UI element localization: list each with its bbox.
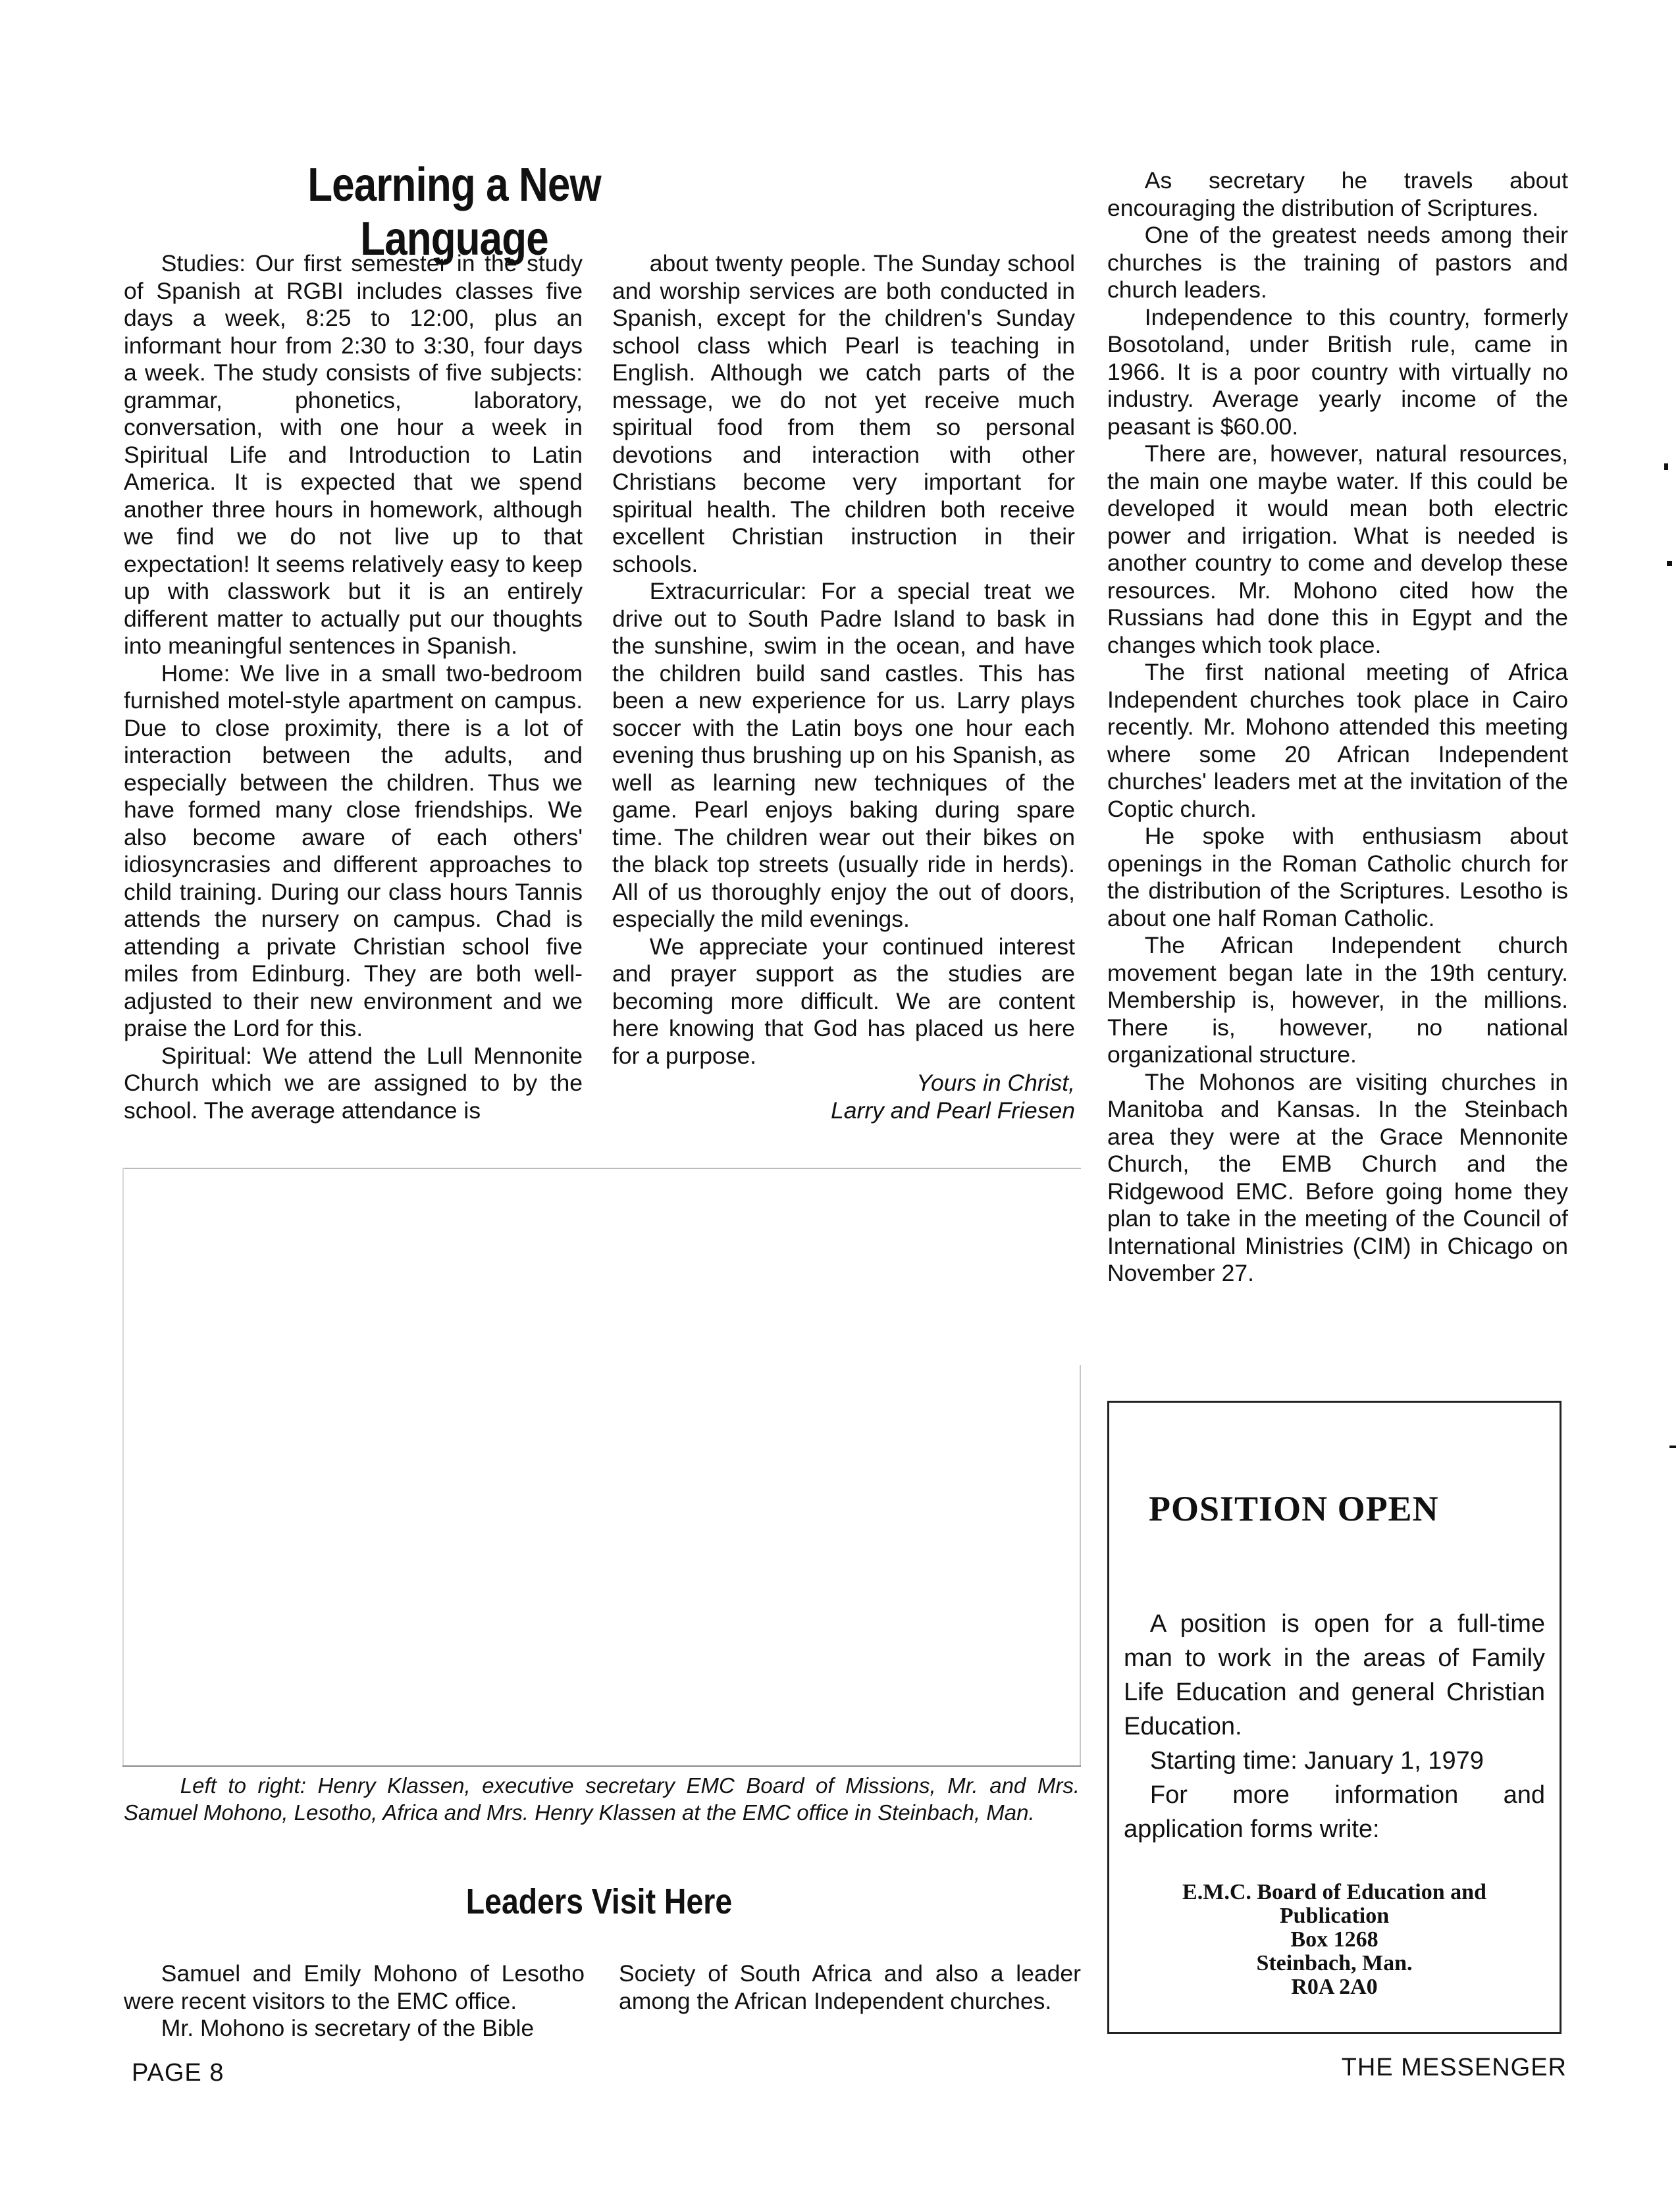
scan-mark bbox=[1669, 1446, 1676, 1448]
signoff-authors: Larry and Pearl Friesen bbox=[831, 1097, 1075, 1124]
page-number: PAGE 8 bbox=[132, 2059, 224, 2087]
address-line: R0A 2A0 bbox=[1291, 1975, 1378, 1999]
photo-placeholder bbox=[122, 1168, 1081, 1767]
position-title: POSITION OPEN bbox=[1149, 1489, 1439, 1528]
leaders-column-1 bbox=[124, 1960, 585, 2043]
leaders-title: Leaders Visit Here bbox=[465, 1882, 733, 1921]
address-line: E.M.C. Board of Education and bbox=[1182, 1880, 1486, 1904]
article-column-1 bbox=[124, 250, 583, 1124]
leaders-paragraph: One of the greatest needs among their churches is the training of pastors and church leaders. bbox=[1107, 222, 1568, 303]
article-column-2 bbox=[612, 250, 1075, 1124]
article-paragraph: We appreciate your continued interest and prayer support as the studies are becoming more difficult. We are content here knowing that God has placed us here for a purpose. bbox=[612, 933, 1075, 1069]
position-paragraph: For more information and application forms write: bbox=[1124, 1781, 1545, 1843]
article-paragraph: Spiritual: We attend the Lull Mennonite Church which we are assigned to by the school. The average attendance is bbox=[124, 1042, 583, 1124]
position-body bbox=[1124, 1607, 1545, 1846]
leaders-paragraph: He spoke with enthusiasm about openings in the Roman Catholic church for the distribution of the Scriptures. Lesotho is about one half Roman Catholic. bbox=[1107, 823, 1568, 931]
address-line: Steinbach, Man. bbox=[1256, 1951, 1413, 1975]
article-paragraph: about twenty people. The Sunday school and worship services are both conducted in Spanish, except for the children's Sunday school class which Pearl is teaching in English. Although we catch parts of the message, we do not yet receive much spiritual food from them so personal devotions and interaction with other Christians become very important for spiritual health. The children both receive excellent Christian instruction in their schools. bbox=[612, 250, 1075, 577]
leaders-column-3 bbox=[1107, 167, 1568, 1288]
leaders-paragraph: The Mohonos are visiting churches in Manitoba and Kansas. In the Steinbach area they were at the Grace Mennonite Church, the EMB Church and the Ridgewood EMC. Before going home they plan to take in the meeting of the Council of International Ministries (CIM) in Chicago on November 27. bbox=[1107, 1068, 1568, 1286]
article-title: Learning a New Language bbox=[307, 159, 601, 265]
article-paragraph: Extracurricular: For a special treat we drive out to South Padre Island to bask in the sunshine, swim in the ocean, and have the children build sand castles. This has been a new experience for us. Larry plays soccer with the Latin boys one hour each evening thus brushing up on his Spanish, as well as learning new techniques of the game. Pearl enjoys baking during spare time. The children wear out their bikes on the black top streets (usually ride in herds). All of us thoroughly enjoy the out of doors, especially the mild evenings. bbox=[612, 578, 1075, 932]
signoff-closing: Yours in Christ, bbox=[916, 1070, 1075, 1096]
photo-border-right bbox=[1080, 1365, 1081, 1767]
photo-border-top bbox=[122, 1168, 1081, 1169]
leaders-paragraph: Mr. Mohono is secretary of the Bible bbox=[161, 2015, 535, 2041]
position-paragraph: Starting time: January 1, 1979 bbox=[1149, 1747, 1484, 1775]
leaders-paragraph: Independence to this country, formerly Bosotoland, under British rule, came in 1966. It is a poor country with virtually no industry. Average yearly income of the peasant is $60.00. bbox=[1107, 303, 1568, 440]
leaders-paragraph: As secretary he travels about encouraging the distribution of Scriptures. bbox=[1107, 167, 1568, 221]
leaders-paragraph: Samuel and Emily Mohono of Lesotho were recent visitors to the EMC office. bbox=[124, 1960, 585, 2014]
scan-mark bbox=[1664, 463, 1668, 470]
magazine-name: THE MESSENGER bbox=[1341, 2054, 1567, 2081]
leaders-column-2 bbox=[619, 1960, 1081, 2015]
article-signoff bbox=[612, 1070, 1075, 1124]
article-paragraph: Home: We live in a small two-bedroom furnished motel-style apartment on campus. Due to close proximity, there is a lot of interaction between the adults, and especially between the children. Thus we have formed many close friendships. We also become aware of each others' idiosyncrasies and different approaches to child training. During our class hours Tannis attends the nursery on campus. Chad is attending a private Christian school five miles from Edinburg. They are both well-adjusted to their new environment and we praise the Lord for this. bbox=[124, 660, 583, 1041]
position-paragraph: A position is open for a full-time man to work in the areas of Family Life Education and general Christian Education. bbox=[1124, 1610, 1545, 1740]
address-line: Box 1268 bbox=[1290, 1927, 1378, 1952]
leaders-paragraph: Society of South Africa and also a leader among the African Independent churches. bbox=[619, 1960, 1081, 2014]
photo-border-bottom bbox=[122, 1765, 1081, 1767]
caption-text: Left to right: Henry Klassen, executive secretary EMC Board of Missions, Mr. and Mrs. Samuel Mohono, Lesotho, Africa and Mrs. Henry Klassen at the EMC office in Steinbach, Man. bbox=[124, 1773, 1080, 1825]
position-open-box bbox=[1107, 1401, 1562, 2034]
position-address bbox=[1109, 1881, 1560, 1999]
scan-mark bbox=[1667, 561, 1672, 566]
leaders-paragraph: There are, however, natural resources, the main one maybe water. If this could be developed it would mean both electric power and irrigation. What is needed is another country to come and develop these resources. Mr. Mohono cited how the Russians had done this in Egypt and the changes which took place. bbox=[1107, 440, 1568, 658]
article-paragraph: Studies: Our first semester in the study of Spanish at RGBI includes classes five days a week, 8:25 to 12:00, plus an informant hour from 2:30 to 3:30, four days a week. The study consists of five subjects: grammar, phonetics, laboratory, conversation, with one hour a week in Spiritual Life and Introduction to Latin America. It is expected that we spend another three hours in homework, although we find we do not live up to that expectation! It seems relatively easy to keep up with classwork but it is an entirely different matter to actually put our thoughts into meaningful sentences in Spanish. bbox=[124, 250, 583, 659]
leaders-paragraph: The first national meeting of Africa Independent churches took place in Cairo recently. Mr. Mohono attended this meeting where some 20 African Independent churches' leaders met at the invitation of the Coptic church. bbox=[1107, 659, 1568, 822]
photo-caption bbox=[124, 1772, 1080, 1826]
photo-border-left bbox=[122, 1168, 124, 1767]
leaders-paragraph: The African Independent church movement began late in the 19th century. Membership is, however, in the millions. There is, however, no national organizational structure. bbox=[1107, 932, 1568, 1068]
address-line: Publication bbox=[1279, 1904, 1390, 1928]
